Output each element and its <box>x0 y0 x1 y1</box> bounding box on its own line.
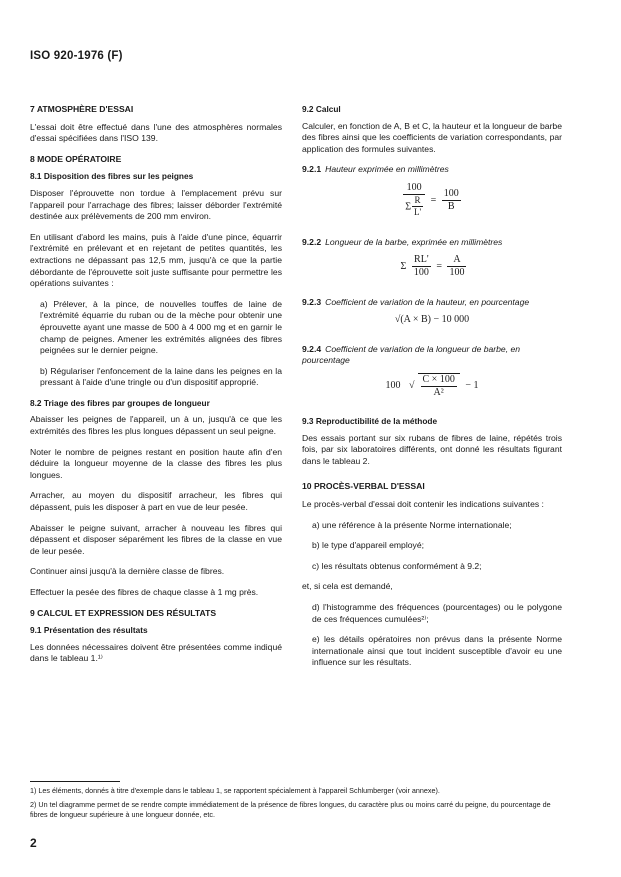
section-8-2-para-2: Noter le nombre de peignes restant en position haute afin d'en déduire la longueur moyenne de la classe des fibres les plus longues. <box>30 446 282 480</box>
section-9-2-title: 9.2 Calcul <box>302 104 341 114</box>
right-column <box>302 104 562 678</box>
section-8-1-para-2: En utilisant d'abord les mains, puis à l'aide d'une pince, équarrir l'extrémité en prélevant et en rejetant de petites quantités, les extractions ne dépassant pas 12,5 mm, jusqu'à ce que la partie débordante de l'éprouvette soit juste suffisante pour permettre les opérations suivantes : <box>30 231 282 289</box>
section-7-text: L'essai doit être effectué dans l'une des atmosphères normales d'essai spécifiées dans l'ISO 139. <box>30 121 282 144</box>
section-8-2-para-1: Abaisser les peignes de l'appareil, un à un, jusqu'à ce que les extrémités des fibres les plus longues dépassent un seul peigne. <box>30 414 282 437</box>
section-9-title: 9 CALCUL ET EXPRESSION DES RÉSULTATS <box>30 607 217 618</box>
section-10-intro: Le procès-verbal d'essai doit contenir les indications suivantes : <box>302 499 544 510</box>
section-9-2-3-title: 9.2.3 Coefficient de variation de la hauteur, en pourcentage <box>302 296 530 307</box>
left-column <box>30 104 282 674</box>
document-header: ISO 920-1976 (F) <box>30 50 123 62</box>
section-9-2-1-title: 9.2.1 Hauteur exprimée en millimètres <box>302 164 449 175</box>
formula-height-lhs: 100 Σ $\frac{R}{L'}$ <box>403 182 425 219</box>
section-10-conditional: et, si cela est demandé, <box>302 581 393 592</box>
formula-height-rhs: $\frac{100}{B}$ <box>443 188 459 212</box>
section-10-item-b: b) le type d'appareil employé; <box>312 540 424 551</box>
section-10-item-c: c) les résultats obtenus conformément à 9.2; <box>312 560 482 571</box>
section-10-item-e: e) les détails opératoires non prévus dans la présente Norme internationale ainsi que tout incident susceptible d'avoir eu une influence sur les résultats. <box>312 634 562 668</box>
page-number: 2 <box>30 836 37 850</box>
section-9-3-text: Des essais portant sur six rubans de fibres de laine, répétés trois fois, par six laboratoires différents, ont donné les résultats figurant dans le tableau 2. <box>302 432 562 466</box>
section-8-2-para-5: Continuer ainsi jusqu'à la dernière classe de fibres. <box>30 566 225 577</box>
formula-barb-length: Σ $\frac{RL'}{100}$ = $\frac{A}{100}$ <box>400 254 465 278</box>
section-8-2-para-4: Abaisser le peigne suivant, arracher à nouveau les fibres qui dépassent et disposer séparément les fibres de la classe en vue de leur pesée. <box>30 522 282 556</box>
section-9-2-2-title: 9.2.2 Longueur de la barbe, exprimée en millimètres <box>302 236 503 247</box>
footnote-1: 1) Les éléments, donnés à titre d'exemple dans le tableau 1, se rapportent spécialement à l'appareil Schlumberger (voir annexe). <box>30 786 440 795</box>
formula-cv-barb: 100 √ $\frac{C \times 100}{\text{A²}}$ − 1 <box>385 373 479 398</box>
section-10-item-d: d) l'histogramme des fréquences (pourcentages) ou le polygone de ces fréquences cumulées²⁾; <box>312 602 562 624</box>
section-9-1-text: Les données nécessaires doivent être présentées comme indiqué dans le tableau 1.¹⁾ <box>30 641 282 664</box>
section-8-2-para-3: Arracher, au moyen du dispositif arracheur, les fibres qui dépassent, puis les disposer à part en vue de leur pesée. <box>30 490 282 513</box>
section-8-2-title: 8.2 Triage des fibres par groupes de longueur <box>30 397 210 408</box>
section-9-1-title: 9.1 Présentation des résultats <box>30 625 148 636</box>
section-9-3-title: 9.3 Reproductibilité de la méthode <box>302 416 438 427</box>
footnotes <box>30 781 570 824</box>
section-8-title: 8 MODE OPÉRATOIRE <box>30 153 122 164</box>
footnote-2: 2) Un tel diagramme permet de se rendre compte immédiatement de la présence de fibres longues, du caractère plus ou moins carré du peigne, du pourcentage de fibres de longueur supérieure à une longueur donnée, etc. <box>30 800 551 819</box>
section-10-title: 10 PROCÈS-VERBAL D'ESSAI <box>302 481 425 492</box>
formula-cv-height: √(A × B) − 10 000 <box>394 314 470 326</box>
section-8-1-item-a: a) Prélever, à la pince, de nouvelles touffes de laine de l'extrémité équarrie du ruban ou de la mèche pour obtenir une éprouvette ayant une masse de 500 à 4 000 mg et en garnir le champ de peignes. Amener les extrémités alignées des fibres peignées sur le dernier peigne. <box>40 298 282 356</box>
section-8-1-title: 8.1 Disposition des fibres sur les peignes <box>30 171 194 182</box>
section-8-1-para-1: Disposer l'éprouvette non tordue à l'emplacement prévu sur l'appareil pour l'arrachage des fibres; laisser déborder l'extrémité destinée aux prélèvements de 200 mm environ. <box>30 187 282 222</box>
section-8-1-item-b: b) Régulariser l'enfoncement de la laine dans les peignes en la pressant à l'aide d'une tringle ou d'un dispositif approprié. <box>40 365 282 388</box>
section-9-2-4-title: 9.2.4 Coefficient de variation de la longueur de barbe, en pourcentage <box>302 343 521 366</box>
section-9-2-text: Calculer, en fonction de A, B et C, la hauteur et la longueur de barbe des fibres ainsi que les coefficients de variation correspondants, par application des formules suivantes. <box>302 120 562 154</box>
formula-height: 100 Σ $\frac{R}{L'}$ = $\frac{100}{B}$ <box>405 181 459 218</box>
section-10-item-a: a) une référence à la présente Norme internationale; <box>312 519 512 530</box>
section-7-title: 7 ATMOSPHÈRE D'ESSAI <box>30 104 134 114</box>
section-8-2-para-6: Effectuer la pesée des fibres de chaque classe à 1 mg près. <box>30 587 259 597</box>
footnote-rule <box>30 781 120 782</box>
